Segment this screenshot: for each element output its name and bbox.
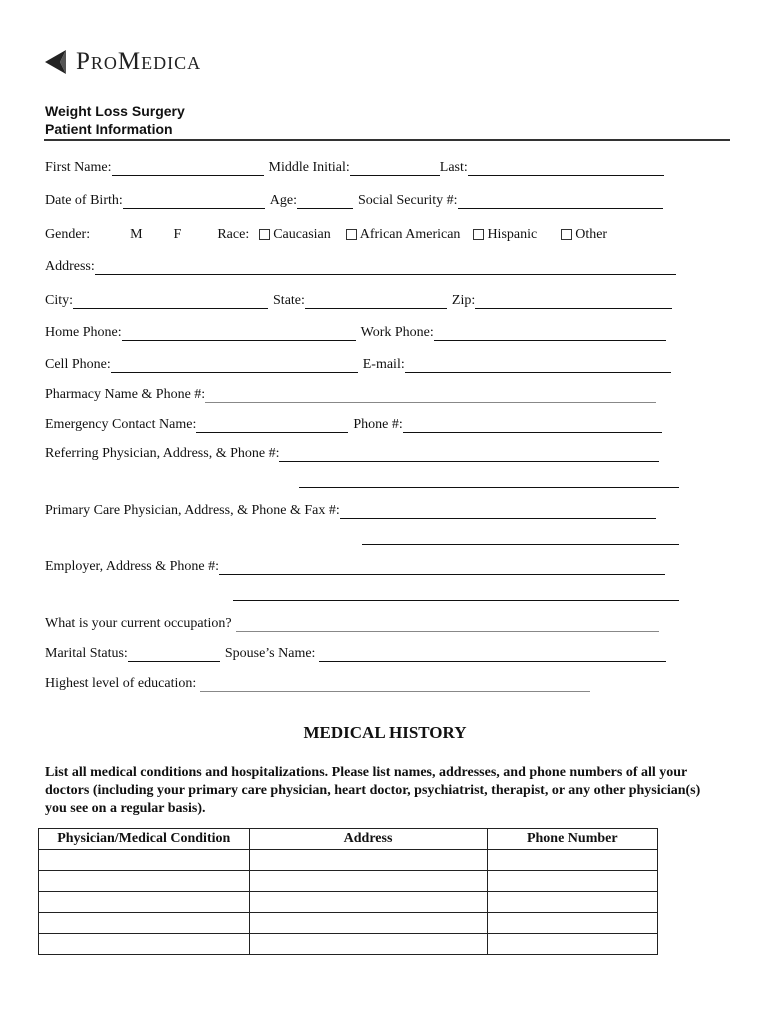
- education-field[interactable]: [200, 677, 590, 692]
- spouse-name-label: Spouse’s Name:: [224, 646, 316, 661]
- education-label: Highest level of education:: [45, 676, 197, 691]
- column-header-physician: Physician/Medical Condition: [39, 829, 250, 850]
- middle-initial-label: Middle Initial:: [268, 160, 350, 175]
- ssn-label: Social Security #:: [357, 193, 458, 208]
- dob-field[interactable]: [123, 194, 265, 209]
- table-row: [39, 871, 658, 892]
- row-emergency: [45, 417, 662, 433]
- home-phone-field[interactable]: [122, 326, 356, 341]
- checkbox-icon: [473, 229, 484, 240]
- table-cell[interactable]: [249, 913, 487, 934]
- zip-label: Zip:: [451, 293, 476, 308]
- table-row: [39, 850, 658, 871]
- table-cell[interactable]: [249, 850, 487, 871]
- column-header-address: Address: [249, 829, 487, 850]
- state-label: State:: [273, 293, 305, 308]
- city-label: City:: [45, 293, 74, 308]
- row-occupation: [45, 616, 659, 632]
- race-label: Race:: [217, 227, 250, 242]
- gender-f-option[interactable]: F: [173, 227, 182, 242]
- promedica-logo: [44, 48, 201, 76]
- medical-history-heading: MEDICAL HISTORY: [303, 723, 467, 742]
- primary-care-field[interactable]: [340, 504, 656, 519]
- table-cell[interactable]: [249, 934, 487, 955]
- form-title: Weight Loss Surgery: [45, 103, 185, 119]
- table-cell[interactable]: [487, 871, 657, 892]
- table-cell[interactable]: [39, 913, 250, 934]
- row-dob: [45, 193, 663, 209]
- race-african-american-option[interactable]: African American: [346, 227, 461, 243]
- table-row: [39, 934, 658, 955]
- age-field[interactable]: [297, 194, 353, 209]
- spouse-name-field[interactable]: [319, 647, 666, 662]
- medical-history-table: [38, 828, 658, 955]
- column-header-phone: Phone Number: [487, 829, 657, 850]
- employer-label: Employer, Address & Phone #:: [45, 559, 220, 574]
- cell-phone-field[interactable]: [111, 358, 358, 373]
- occupation-label: What is your current occupation?: [45, 616, 232, 631]
- address-field[interactable]: [95, 260, 676, 275]
- row-education: [45, 676, 590, 692]
- form-subtitle: Patient Information: [45, 121, 173, 137]
- primary-care-label: Primary Care Physician, Address, & Phone & Fax #:: [45, 503, 340, 518]
- work-phone-label: Work Phone:: [360, 325, 434, 340]
- brand-name: ProMedica: [76, 48, 202, 75]
- ssn-field[interactable]: [458, 194, 663, 209]
- promedica-logo-icon: [44, 49, 68, 75]
- table-row: [39, 892, 658, 913]
- first-name-field[interactable]: [112, 161, 264, 176]
- table-cell[interactable]: [487, 850, 657, 871]
- table-cell[interactable]: [39, 892, 250, 913]
- checkbox-icon: [346, 229, 357, 240]
- marital-status-label: Marital Status:: [45, 646, 128, 661]
- table-cell[interactable]: [487, 913, 657, 934]
- emergency-phone-label: Phone #:: [353, 417, 403, 432]
- referring-physician-field-2[interactable]: [299, 473, 679, 488]
- middle-initial-field[interactable]: [350, 161, 440, 176]
- table-cell[interactable]: [39, 871, 250, 892]
- emergency-phone-field[interactable]: [403, 418, 662, 433]
- first-name-label: First Name:: [45, 160, 112, 175]
- table-cell[interactable]: [487, 892, 657, 913]
- referring-physician-label: Referring Physician, Address, & Phone #:: [45, 446, 280, 461]
- primary-care-field-2[interactable]: [362, 530, 679, 545]
- checkbox-icon: [561, 229, 572, 240]
- state-field[interactable]: [305, 294, 447, 309]
- last-name-label: Last:: [439, 160, 468, 175]
- last-name-field[interactable]: [468, 161, 664, 176]
- table-cell[interactable]: [39, 850, 250, 871]
- home-phone-label: Home Phone:: [45, 325, 122, 340]
- zip-field[interactable]: [475, 294, 672, 309]
- row-name: [45, 160, 664, 176]
- race-hispanic-option[interactable]: Hispanic: [473, 227, 537, 243]
- row-marital: [45, 646, 666, 662]
- dob-label: Date of Birth:: [45, 193, 123, 208]
- row-gender-race: [45, 227, 607, 243]
- row-city: [45, 293, 672, 309]
- occupation-field[interactable]: [236, 617, 659, 632]
- row-home-phone: [45, 325, 666, 341]
- row-referring: [45, 446, 659, 462]
- checkbox-icon: [259, 229, 270, 240]
- table-row: [39, 913, 658, 934]
- marital-status-field[interactable]: [128, 647, 220, 662]
- address-label: Address:: [45, 259, 95, 274]
- row-employer: [45, 559, 665, 575]
- cell-phone-label: Cell Phone:: [45, 357, 111, 372]
- employer-field[interactable]: [219, 560, 665, 575]
- email-field[interactable]: [405, 358, 671, 373]
- table-cell[interactable]: [249, 892, 487, 913]
- city-field[interactable]: [73, 294, 268, 309]
- header-rule: [44, 139, 730, 141]
- pharmacy-field[interactable]: [205, 388, 656, 403]
- row-cell-phone: [45, 357, 671, 373]
- emergency-contact-field[interactable]: [196, 418, 348, 433]
- row-primary-care: [45, 503, 656, 519]
- medical-instructions: List all medical conditions and hospitalizations. Please list names, addresses, and phone numbers of all your doctors (including your primary care physician, heart doctor, psychiatrist, therapist, or any other physician(s) you see on a regular basis).: [45, 765, 701, 816]
- table-header-row: [39, 829, 658, 850]
- age-label: Age:: [269, 193, 297, 208]
- row-pharmacy: [45, 387, 656, 403]
- work-phone-field[interactable]: [434, 326, 666, 341]
- pharmacy-label: Pharmacy Name & Phone #:: [45, 387, 206, 402]
- emergency-contact-label: Emergency Contact Name:: [45, 417, 197, 432]
- employer-field-2[interactable]: [233, 586, 679, 601]
- table-cell[interactable]: [39, 934, 250, 955]
- table-cell[interactable]: [249, 871, 487, 892]
- referring-physician-field[interactable]: [279, 447, 659, 462]
- email-label: E-mail:: [362, 357, 405, 372]
- race-caucasian-option[interactable]: Caucasian: [259, 227, 331, 243]
- row-address: [45, 259, 676, 275]
- table-cell[interactable]: [487, 934, 657, 955]
- gender-label: Gender:: [45, 227, 91, 242]
- gender-m-option[interactable]: M: [130, 227, 143, 242]
- race-other-option[interactable]: Other: [561, 227, 607, 243]
